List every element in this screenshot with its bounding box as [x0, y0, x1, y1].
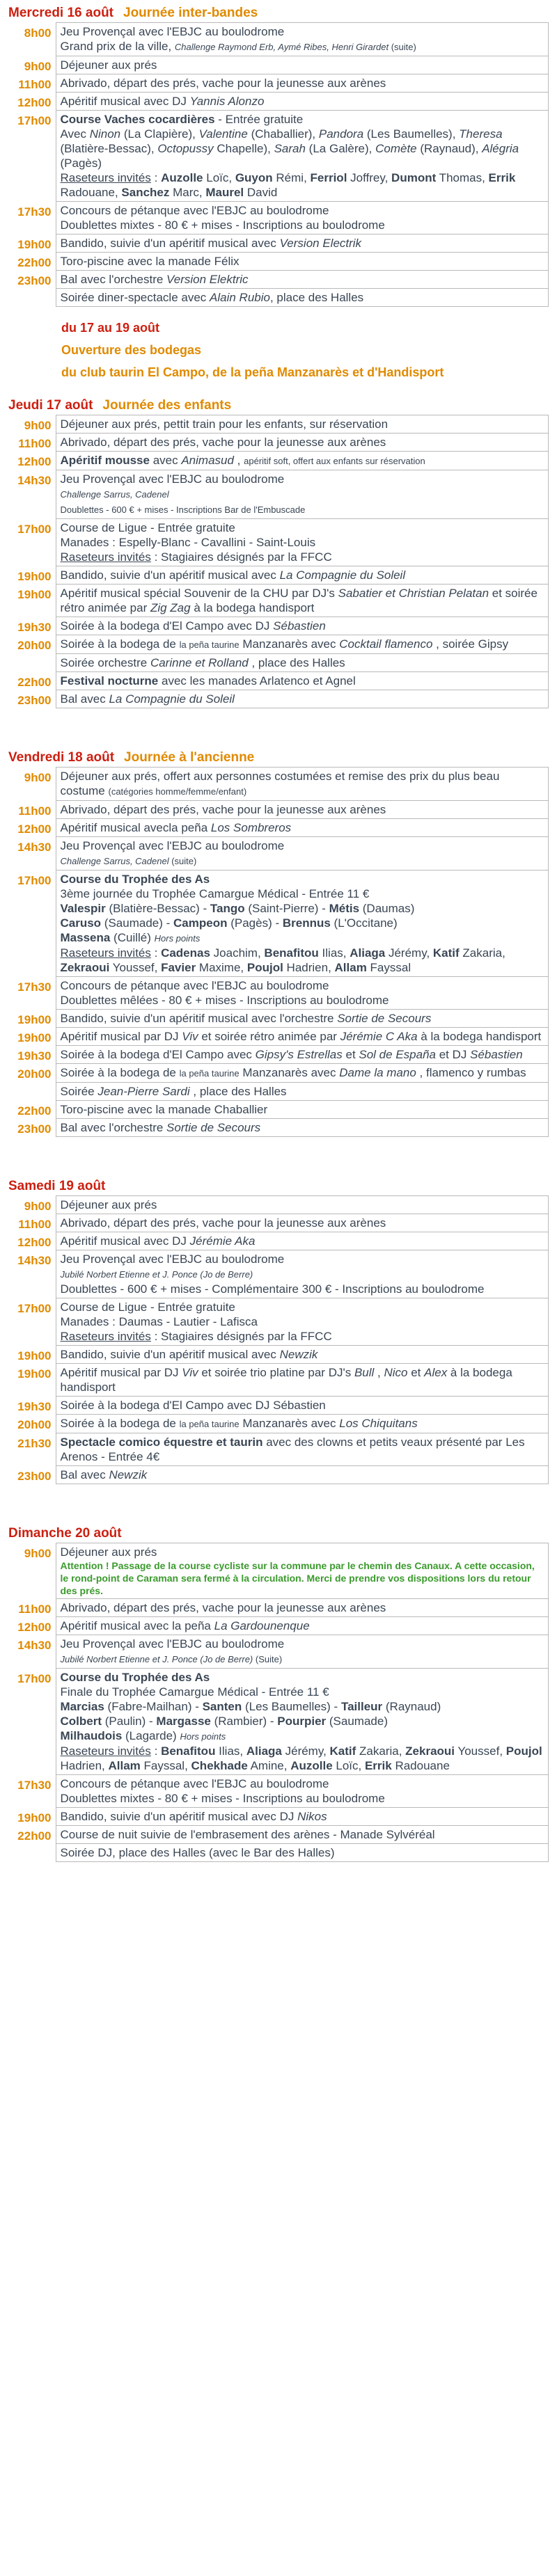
event-time: 12h00	[17, 822, 52, 836]
event-details	[56, 654, 549, 672]
event-details	[56, 768, 549, 801]
event-line: Abrivado, départ des prés, vache pour la jeunesse aux arènes	[60, 1216, 386, 1230]
event-time: 20h00	[17, 1417, 52, 1431]
event-details	[56, 1826, 549, 1844]
event-line: Déjeuner aux prés	[60, 58, 157, 72]
notice-dates: du 17 au 19 août	[61, 321, 160, 335]
event-time: 19h00	[17, 569, 52, 583]
event-details	[56, 617, 549, 635]
event-time: 11h00	[18, 77, 52, 91]
event-details	[56, 1028, 549, 1046]
event-row	[8, 415, 549, 434]
event-line: Soirée à la bodega de la peña taurine Manzanarès avec Cocktail flamenco , soirée Gipsy	[60, 637, 509, 651]
day-date: Mercredi 16 août	[8, 6, 113, 20]
event-line: Course Vaches cocardières - Entrée gratuite	[60, 113, 304, 126]
event-row	[8, 1397, 549, 1415]
event-details	[56, 1466, 549, 1484]
event-line: Soirée à la bodega d'El Campo avec Gipsy's Estrellas et Sol de España et DJ Sébastien	[60, 1048, 523, 1061]
event-row	[8, 1775, 549, 1808]
event-details	[56, 1101, 549, 1119]
event-time: 22h00	[17, 255, 52, 269]
event-line: Bandido, suivie d'un apéritif musical avec Newzik	[60, 1348, 318, 1361]
event-details	[56, 1064, 549, 1083]
event-row	[8, 819, 549, 837]
event-time: 8h00	[24, 26, 52, 40]
event-row	[8, 1346, 549, 1364]
event-line: Abrivado, départ des prés, vache pour la jeunesse aux arènes	[60, 803, 386, 816]
event-time: 19h30	[17, 620, 52, 634]
event-row	[8, 1844, 549, 1862]
day-section-sunday	[0, 1526, 557, 1862]
event-line: Doublettes - 600 € + mises - Complémentaire 300 € - Inscriptions au boulodrome	[60, 1282, 485, 1296]
event-row	[8, 585, 549, 617]
event-time: 17h30	[17, 1778, 52, 1792]
day-theme: Journée à l'ancienne	[124, 750, 255, 765]
event-line: Challenge Sarrus, Cadenel	[60, 489, 169, 500]
event-details	[56, 470, 549, 519]
event-row	[8, 56, 549, 74]
event-line: Bandido, suivie d'un apéritif musical avec Version Electrik	[60, 237, 362, 250]
event-line: Déjeuner aux prés	[60, 1545, 157, 1559]
event-row	[8, 234, 549, 253]
event-details	[56, 1346, 549, 1364]
event-line: Apéritif musical par DJ Viv et soirée trio platine par DJ's Bull , Nico et Alex à la bodega handisport	[60, 1366, 512, 1394]
event-line: Déjeuner aux prés	[60, 1198, 157, 1211]
schedule-table	[8, 1195, 549, 1484]
event-details	[56, 1010, 549, 1028]
event-row	[8, 977, 549, 1010]
event-line: Course de Ligue - Entrée gratuite	[60, 521, 235, 534]
schedule-table	[8, 767, 549, 1137]
event-row	[8, 768, 549, 801]
event-line: Toro-piscine avec la manade Chaballier	[60, 1103, 268, 1116]
event-details	[56, 672, 549, 690]
event-time: 17h30	[17, 205, 52, 218]
event-time: 11h00	[18, 804, 52, 818]
event-row	[8, 1808, 549, 1826]
event-details	[56, 635, 549, 654]
day-header	[0, 1179, 557, 1194]
event-line: Apéritif musical avec DJ Yannis Alonzo	[60, 95, 265, 108]
event-row	[8, 23, 549, 56]
event-time: 19h00	[17, 237, 52, 251]
event-row	[8, 1010, 549, 1028]
event-line: Abrivado, départ des prés, vache pour la jeunesse aux arènes	[60, 436, 386, 449]
event-row	[8, 617, 549, 635]
event-row	[8, 1046, 549, 1064]
event-time: 23h00	[17, 273, 52, 287]
event-details	[56, 585, 549, 617]
event-line: Raseteurs invités : Benafitou Ilias, Aliaga Jérémy, Katif Zakaria, Zekraoui Youssef, Poujol Hadrien, Allam Fayssal, Chekhade Amine, Auzolle Loïc, Errik Radouane	[60, 1744, 542, 1772]
schedule-table	[8, 415, 549, 708]
event-row	[8, 1028, 549, 1046]
event-row	[8, 271, 549, 289]
event-details	[56, 74, 549, 93]
event-line: Finale du Trophée Camargue Médical - Entrée 11 €	[60, 1685, 329, 1699]
event-details	[56, 1250, 549, 1298]
event-row	[8, 1083, 549, 1101]
event-details	[56, 837, 549, 870]
event-line: Valespir (Blatière-Bessac) - Tango (Saint-Pierre) - Métis (Daumas)	[60, 902, 415, 915]
event-row	[8, 1196, 549, 1214]
event-line: Raseteurs invités : Stagiaires désignés par la FFCC	[60, 1330, 332, 1343]
bodegas-notice	[0, 321, 557, 380]
event-line: Doublettes mixtes - 80 € + mises - Inscriptions au boulodrome	[60, 1792, 385, 1805]
event-time: 9h00	[24, 1546, 52, 1560]
event-line: Jeu Provençal avec l'EBJC au boulodrome	[60, 472, 285, 486]
event-line: Soirée à la bodega d'El Campo avec DJ Sébastien	[60, 1399, 326, 1412]
event-line: Grand prix de la ville, Challenge Raymond Erb, Aymé Ribes, Henri Girardet (suite)	[60, 40, 416, 53]
day-date: Samedi 19 août	[8, 1179, 106, 1193]
event-row	[8, 654, 549, 672]
event-row	[8, 93, 549, 111]
event-line: Jeu Provençal avec l'EBJC au boulodrome	[60, 25, 285, 38]
event-row	[8, 1101, 549, 1119]
event-time: 9h00	[24, 1199, 52, 1213]
event-line: Soirée à la bodega de la peña taurine Manzanarès avec Dame la mano , flamenco y rumbas	[60, 1066, 526, 1079]
event-details	[56, 690, 549, 708]
event-time	[8, 654, 56, 672]
event-details	[56, 1364, 549, 1397]
event-time: 17h00	[17, 873, 52, 887]
event-line: Bal avec Newzik	[60, 1468, 148, 1481]
day-header	[0, 1526, 557, 1541]
event-line: Doublettes mêlées - 80 € + mises - Inscriptions au boulodrome	[60, 994, 389, 1007]
event-line: Concours de pétanque avec l'EBJC au boulodrome	[60, 1777, 329, 1790]
event-time: 17h00	[17, 113, 52, 127]
event-time: 12h00	[17, 454, 52, 468]
event-time	[8, 289, 56, 307]
event-line: Apéritif musical avec DJ Jérémie Aka	[60, 1234, 256, 1248]
event-details	[56, 1415, 549, 1433]
event-details	[56, 977, 549, 1010]
event-line: Jubilé Norbert Etienne et J. Ponce (Jo de Berre) (Suite)	[60, 1654, 283, 1664]
event-line: Milhaudois (Lagarde) Hors points	[60, 1729, 226, 1742]
event-line: Soirée à la bodega d'El Campo avec DJ Sébastien	[60, 619, 326, 633]
event-line: Bal avec l'orchestre Sortie de Secours	[60, 1121, 261, 1134]
event-line: Jeu Provençal avec l'EBJC au boulodrome	[60, 839, 285, 852]
event-time: 21h30	[17, 1436, 52, 1450]
notice-line-1: Ouverture des bodegas	[61, 343, 202, 357]
event-time: 19h30	[17, 1049, 52, 1063]
event-row	[8, 1543, 549, 1599]
day-header	[0, 398, 557, 413]
day-date: Dimanche 20 août	[8, 1526, 122, 1541]
day-section-friday	[0, 750, 557, 1137]
event-line: Manades : Espelly-Blanc - Cavallini - Saint-Louis	[60, 536, 316, 549]
event-time: 12h00	[17, 1620, 52, 1634]
event-line: Soirée à la bodega de la peña taurine Manzanarès avec Los Chiquitans	[60, 1417, 418, 1430]
event-line: Déjeuner aux prés, offert aux personnes costumées et remise des prix du plus beau costume (catégories homme/femme/enfant)	[60, 770, 500, 797]
event-details	[56, 1196, 549, 1214]
event-line: Jeu Provençal avec l'EBJC au boulodrome	[60, 1253, 285, 1266]
event-line: Bandido, suivie d'un apéritif musical avec La Compagnie du Soleil	[60, 569, 406, 582]
event-line: Apéritif musical avecla peña Los Sombreros	[60, 821, 292, 834]
event-row	[8, 1364, 549, 1397]
event-line: Manades : Daumas - Lautier - Lafisca	[60, 1315, 258, 1328]
event-details	[56, 415, 549, 434]
event-row	[8, 1232, 549, 1250]
event-line: Raseteurs invités : Stagiaires désignés par la FFCC	[60, 550, 332, 564]
event-details	[56, 1433, 549, 1466]
event-time: 22h00	[17, 1829, 52, 1843]
event-line: Bal avec l'orchestre Version Elektric	[60, 273, 249, 286]
event-row	[8, 870, 549, 977]
event-row	[8, 1466, 549, 1484]
event-details	[56, 1397, 549, 1415]
event-details	[56, 870, 549, 977]
event-line: Attention ! Passage de la course cycliste sur la commune par le chemin des Canaux. A cette occasion, le rond-point de Caraman sera fermé à la circulation. Merci de prendre vos dispositions lors du retour des prés.	[60, 1560, 535, 1596]
event-row	[8, 74, 549, 93]
event-time: 11h00	[18, 1217, 52, 1231]
event-line: Bal avec La Compagnie du Soleil	[60, 692, 235, 706]
day-theme: Journée inter-bandes	[123, 6, 258, 20]
event-details	[56, 452, 549, 470]
event-line: Jubilé Norbert Etienne et J. Ponce (Jo de Berre)	[60, 1269, 253, 1280]
event-details	[56, 1599, 549, 1617]
event-time: 17h00	[17, 522, 52, 536]
event-details	[56, 566, 549, 585]
event-line: Massena (Cuillé) Hors points	[60, 931, 201, 944]
event-row	[8, 452, 549, 470]
event-time: 19h00	[17, 1031, 52, 1044]
day-header	[0, 750, 557, 765]
schedule-table	[8, 22, 549, 307]
event-details	[56, 1232, 549, 1250]
event-time: 17h00	[17, 1301, 52, 1315]
event-time: 19h30	[17, 1399, 52, 1413]
event-row	[8, 202, 549, 234]
day-date: Jeudi 17 août	[8, 398, 93, 413]
event-details	[56, 202, 549, 234]
event-line: Raseteurs invités : Cadenas Joachim, Benafitou Ilias, Aliaga Jérémy, Katif Zakaria, Zekraoui Youssef, Favier Maxime, Poujol Hadrien, Allam Fayssal	[60, 946, 505, 974]
event-details	[56, 1808, 549, 1826]
event-line: Apéritif mousse avec Animasud , apéritif soft, offert aux enfants sur réservation	[60, 454, 425, 467]
day-header	[0, 6, 557, 21]
event-line: Apéritif musical avec la peña La Gardounenque	[60, 1619, 310, 1632]
event-time: 22h00	[17, 1104, 52, 1118]
event-line: Challenge Sarrus, Cadenel (suite)	[60, 856, 197, 866]
event-time: 14h30	[17, 473, 52, 487]
event-row	[8, 690, 549, 708]
event-time: 23h00	[17, 693, 52, 707]
event-row	[8, 470, 549, 519]
event-details	[56, 1543, 549, 1599]
event-time: 19h00	[17, 1012, 52, 1026]
event-details	[56, 801, 549, 819]
event-time: 19h00	[17, 1811, 52, 1824]
event-details	[56, 1669, 549, 1775]
event-time: 17h30	[17, 980, 52, 994]
event-details	[56, 253, 549, 271]
event-line: Soirée orchestre Carinne et Rolland , place des Halles	[60, 656, 345, 669]
event-line: Déjeuner aux prés, pettit train pour les enfants, sur réservation	[60, 418, 389, 431]
event-time: 23h00	[17, 1122, 52, 1136]
event-row	[8, 1826, 549, 1844]
event-row	[8, 1298, 549, 1346]
day-date: Vendredi 18 août	[8, 750, 115, 765]
event-row	[8, 1433, 549, 1466]
event-line: Festival nocturne avec les manades Arlatenco et Agnel	[60, 674, 356, 687]
event-line: Doublettes - 600 € + mises - Inscriptions Bar de l'Embuscade	[60, 504, 306, 515]
event-time: 11h00	[18, 1602, 52, 1616]
event-row	[8, 566, 549, 585]
event-details	[56, 271, 549, 289]
event-details	[56, 519, 549, 566]
event-line: Jeu Provençal avec l'EBJC au boulodrome	[60, 1637, 285, 1651]
event-row	[8, 672, 549, 690]
day-section-thursday	[0, 398, 557, 708]
event-details	[56, 56, 549, 74]
day-section-saturday	[0, 1179, 557, 1484]
event-line: Raseteurs invités : Auzolle Loïc, Guyon Rémi, Ferriol Joffrey, Dumont Thomas, Errik Radouane, Sanchez Marc, Maurel David	[60, 171, 516, 199]
event-time: 14h30	[17, 1638, 52, 1652]
event-line: Concours de pétanque avec l'EBJC au boulodrome	[60, 979, 329, 992]
event-details	[56, 111, 549, 202]
event-line: Apéritif musical par DJ Viv et soirée rétro animée par Jérémie C Aka à la bodega handisport	[60, 1030, 542, 1043]
event-row	[8, 1250, 549, 1298]
event-details	[56, 1083, 549, 1101]
event-row	[8, 1064, 549, 1083]
event-time: 23h00	[17, 1469, 52, 1483]
event-line: Abrivado, départ des prés, vache pour la jeunesse aux arènes	[60, 1601, 386, 1614]
event-details	[56, 1775, 549, 1808]
event-line: Toro-piscine avec la manade Félix	[60, 255, 240, 268]
event-row	[8, 1415, 549, 1433]
event-line: Apéritif musical spécial Souvenir de la CHU par DJ's Sabatier et Christian Pelatan et soirée rétro animée par Zig Zag à la bodega handisport	[60, 587, 538, 614]
event-details	[56, 1844, 549, 1862]
event-details	[56, 23, 549, 56]
event-line: Course du Trophée des As	[60, 873, 210, 886]
event-time: 9h00	[24, 59, 52, 73]
day-theme: Journée des enfants	[102, 398, 232, 413]
event-details	[56, 1046, 549, 1064]
event-line: Course du Trophée des As	[60, 1671, 210, 1684]
event-time: 14h30	[17, 840, 52, 854]
event-details	[56, 93, 549, 111]
event-line: Caruso (Saumade) - Campeon (Pagès) - Brennus (L'Occitane)	[60, 916, 398, 930]
event-row	[8, 434, 549, 452]
event-row	[8, 111, 549, 202]
event-line: Bandido, suivie d'un apéritif musical avec l'orchestre Sortie de Secours	[60, 1012, 432, 1025]
event-details	[56, 234, 549, 253]
event-row	[8, 519, 549, 566]
event-details	[56, 1298, 549, 1346]
event-row	[8, 801, 549, 819]
event-details	[56, 1617, 549, 1635]
event-line: Soirée diner-spectacle avec Alain Rubio, place des Halles	[60, 291, 364, 304]
event-line: Course de nuit suivie de l'embrasement des arènes - Manade Sylvéréal	[60, 1828, 435, 1841]
event-line: Course de Ligue - Entrée gratuite	[60, 1301, 235, 1314]
event-line: 3ème journée du Trophée Camargue Médical - Entrée 11 €	[60, 887, 370, 900]
event-time: 11h00	[18, 436, 52, 450]
day-section-wednesday	[0, 6, 557, 307]
event-time	[8, 1083, 56, 1101]
event-time: 20h00	[17, 638, 52, 652]
event-time: 19h00	[17, 1349, 52, 1362]
event-line: Spectacle comico équestre et taurin avec des clowns et petits veaux présenté par Les Arenos - Entrée 4€	[60, 1436, 525, 1463]
event-row	[8, 289, 549, 307]
event-row	[8, 1214, 549, 1232]
event-time	[8, 1844, 56, 1862]
event-details	[56, 289, 549, 307]
event-details	[56, 1119, 549, 1137]
event-line: Abrivado, départ des prés, vache pour la jeunesse aux arènes	[60, 77, 386, 90]
event-time: 19h00	[17, 587, 52, 601]
event-row	[8, 1669, 549, 1775]
event-details	[56, 819, 549, 837]
event-row	[8, 1119, 549, 1137]
event-details	[56, 1635, 549, 1669]
event-row	[8, 1599, 549, 1617]
event-time: 20h00	[17, 1067, 52, 1081]
event-line: Soirée Jean-Pierre Sardi , place des Halles	[60, 1085, 287, 1098]
event-details	[56, 434, 549, 452]
event-row	[8, 837, 549, 870]
event-line: Soirée DJ, place des Halles (avec le Bar des Halles)	[60, 1846, 335, 1859]
event-line: Colbert (Paulin) - Margasse (Rambier) - Pourpier (Saumade)	[60, 1715, 388, 1728]
event-row	[8, 1617, 549, 1635]
notice-line-2: du club taurin El Campo, de la peña Manzanarès et d'Handisport	[61, 365, 444, 379]
event-row	[8, 1635, 549, 1669]
event-time: 9h00	[24, 770, 52, 784]
event-line: Marcias (Fabre-Mailhan) - Santen (Les Baumelles) - Tailleur (Raynaud)	[60, 1700, 441, 1713]
event-row	[8, 635, 549, 654]
schedule-table	[8, 1543, 549, 1862]
event-line: Concours de pétanque avec l'EBJC au boulodrome	[60, 204, 329, 217]
event-line: Doublettes mixtes - 80 € + mises - Inscriptions au boulodrome	[60, 218, 385, 232]
event-time: 9h00	[24, 418, 52, 432]
event-time: 22h00	[17, 675, 52, 689]
event-time: 19h00	[17, 1367, 52, 1381]
event-time: 12h00	[17, 1235, 52, 1249]
event-line: Bandido, suivie d'un apéritif musical avec DJ Nikos	[60, 1810, 327, 1823]
event-row	[8, 253, 549, 271]
event-time: 14h30	[17, 1253, 52, 1267]
event-time: 12h00	[17, 95, 52, 109]
event-time: 17h00	[17, 1671, 52, 1685]
event-details	[56, 1214, 549, 1232]
event-line: Avec Ninon (La Clapière), Valentine (Chaballier), Pandora (Les Baumelles), Theresa (Blatière-Bessac), Octopussy Chapelle), Sarah (La Galère), Comète (Raynaud), Alégria (Pagès)	[60, 127, 519, 170]
